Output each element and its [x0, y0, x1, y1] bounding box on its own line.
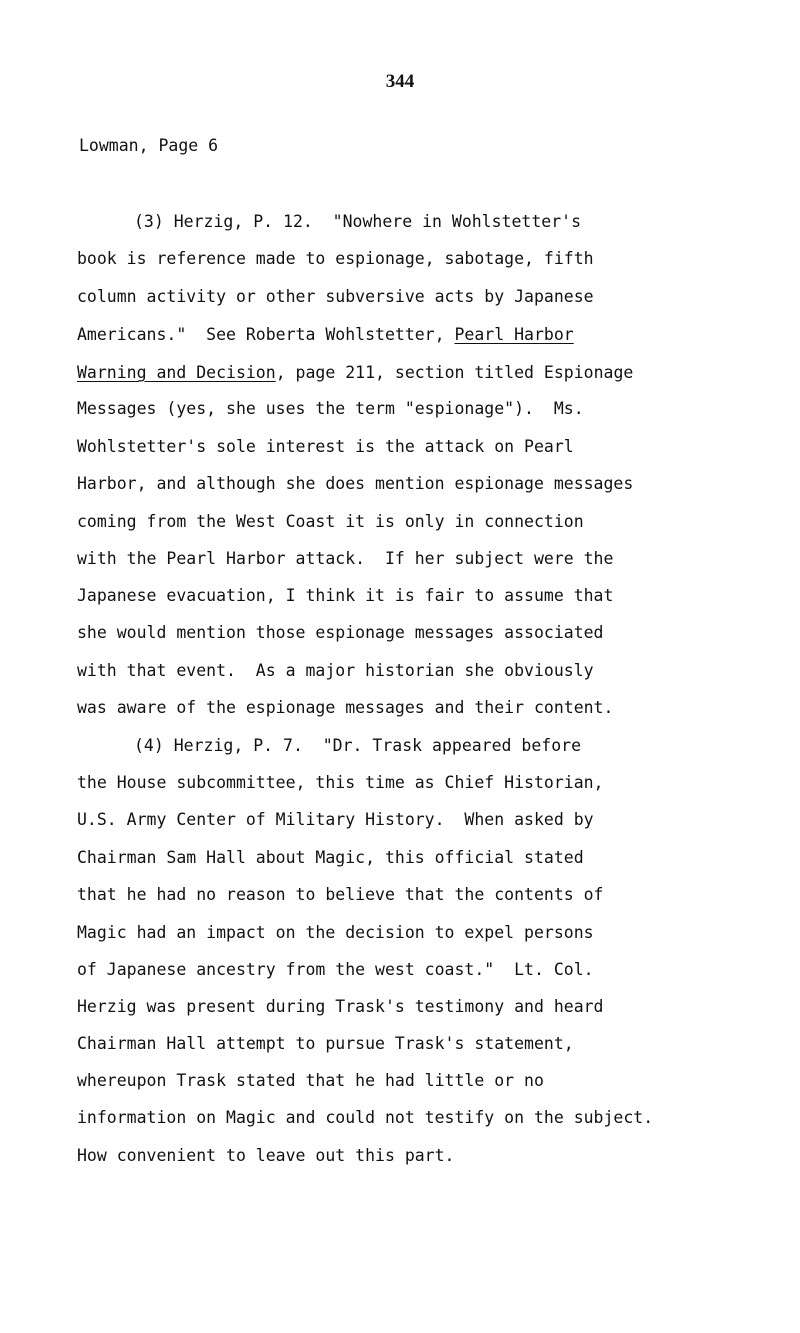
- text-line: U.S. Army Center of Military History. When asked by: [77, 810, 594, 829]
- text-line: of Japanese ancestry from the west coast." Lt. Col.: [77, 960, 594, 979]
- text-line: with that event. As a major historian she obviously: [77, 661, 594, 680]
- text-segment: Americans." See Roberta Wohlstetter,: [77, 325, 455, 344]
- text-line: [77, 361, 633, 385]
- text-line: Japanese evacuation, I think it is fair to assume that: [77, 586, 614, 605]
- text-line: Harbor, and although she does mention espionage messages: [77, 474, 634, 493]
- text-line: (4) Herzig, P. 7. "Dr. Trask appeared before: [134, 736, 582, 755]
- text-line: column activity or other subversive acts by Japanese: [77, 287, 594, 306]
- text-line: the House subcommittee, this time as Chief Historian,: [77, 773, 604, 792]
- text-line: was aware of the espionage messages and their content.: [77, 698, 614, 717]
- text-line: Chairman Sam Hall about Magic, this official stated: [77, 848, 584, 867]
- page-number: 344: [385, 71, 415, 92]
- text-segment: , page 211, section titled Espionage: [275, 363, 634, 382]
- text-line: Magic had an impact on the decision to expel persons: [77, 923, 594, 942]
- text-line: book is reference made to espionage, sabotage, fifth: [77, 249, 594, 268]
- text-line: coming from the West Coast it is only in connection: [77, 512, 584, 531]
- text-line: Wohlstetter's sole interest is the attack on Pearl: [77, 437, 574, 456]
- page-header: Lowman, Page 6: [79, 136, 219, 155]
- text-line: whereupon Trask stated that he had little or no: [77, 1071, 544, 1090]
- text-line: [77, 323, 574, 347]
- text-line: Chairman Hall attempt to pursue Trask's statement,: [77, 1034, 574, 1053]
- book-title-part-2: Warning and Decision: [77, 363, 276, 382]
- text-line: Messages (yes, she uses the term "espionage"). Ms.: [77, 399, 584, 418]
- text-line: (3) Herzig, P. 12. "Nowhere in Wohlstetter's: [134, 212, 582, 231]
- text-line: Herzig was present during Trask's testimony and heard: [77, 997, 604, 1016]
- text-line: How convenient to leave out this part.: [77, 1146, 455, 1165]
- text-line: information on Magic and could not testify on the subject.: [77, 1108, 654, 1127]
- text-line: that he had no reason to believe that the contents of: [77, 885, 604, 904]
- book-title-part-1: Pearl Harbor: [454, 325, 574, 344]
- text-line: with the Pearl Harbor attack. If her subject were the: [77, 549, 614, 568]
- text-line: she would mention those espionage messages associated: [77, 623, 604, 642]
